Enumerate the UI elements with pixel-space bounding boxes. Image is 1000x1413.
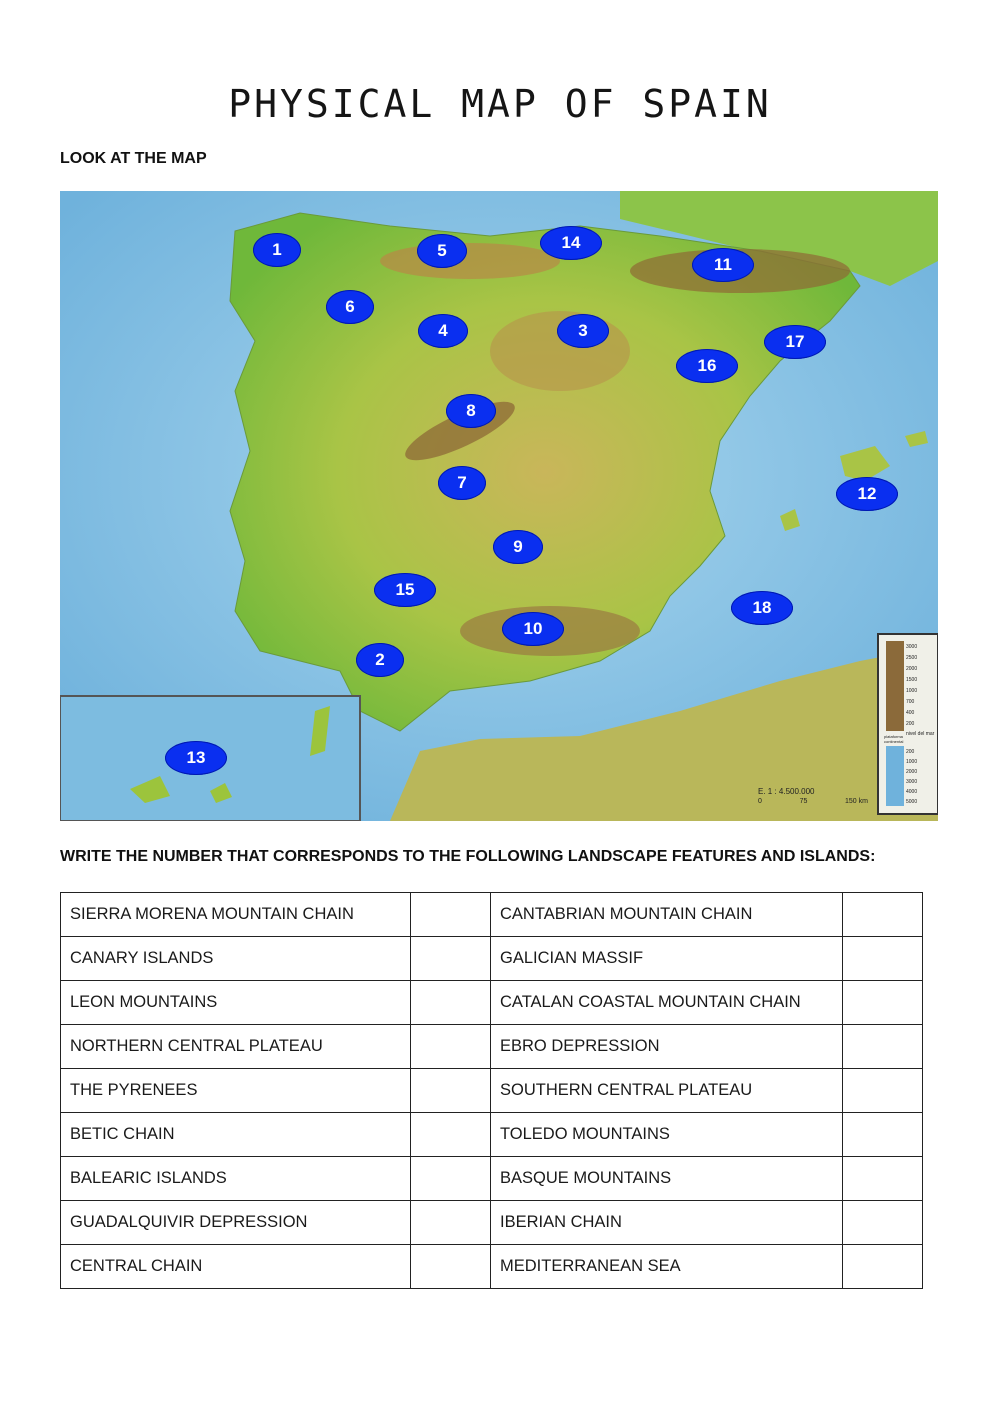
answer-cell[interactable] <box>411 1069 491 1113</box>
table-row <box>61 1069 923 1113</box>
scale-tick-0: 0 <box>758 798 762 805</box>
legend-land-7: 200 <box>906 721 915 727</box>
feature-label: SIERRA MORENA MOUNTAIN CHAIN <box>61 893 411 937</box>
legend-depth-4: 4000 <box>906 789 918 795</box>
feature-label: SOUTHERN CENTRAL PLATEAU <box>491 1069 843 1113</box>
table-instruction: WRITE THE NUMBER THAT CORRESPONDS TO THE FOLLOWING LANDSCAPE FEATURES AND ISLANDS: <box>60 848 876 865</box>
feature-label: LEON MOUNTAINS <box>61 981 411 1025</box>
feature-label: BETIC CHAIN <box>61 1113 411 1157</box>
feature-label: CENTRAL CHAIN <box>61 1245 411 1289</box>
legend-land-6: 400 <box>906 710 915 716</box>
feature-label: MEDITERRANEAN SEA <box>491 1245 843 1289</box>
table-row <box>61 1201 923 1245</box>
answer-cell[interactable] <box>411 1113 491 1157</box>
answer-cell[interactable] <box>843 1113 923 1157</box>
answer-cell[interactable] <box>411 1245 491 1289</box>
land-scale-bar <box>886 641 904 731</box>
physical-map <box>60 191 938 821</box>
table-row <box>61 893 923 937</box>
feature-label: CANTABRIAN MOUNTAIN CHAIN <box>491 893 843 937</box>
map-marker-9[interactable]: 9 <box>493 530 543 564</box>
answer-cell[interactable] <box>411 937 491 981</box>
legend-depth-3: 3000 <box>906 779 918 785</box>
map-marker-6[interactable]: 6 <box>326 290 374 324</box>
legend-depth-5: 5000 <box>906 799 918 805</box>
legend-depth-1: 1000 <box>906 759 918 765</box>
feature-label: CANARY ISLANDS <box>61 937 411 981</box>
scale-tick-1: 75 <box>799 798 808 805</box>
map-marker-11[interactable]: 11 <box>692 248 754 282</box>
map-marker-5[interactable]: 5 <box>417 234 467 268</box>
page-title: PHYSICAL MAP OF SPAIN <box>228 82 772 126</box>
feature-label: EBRO DEPRESSION <box>491 1025 843 1069</box>
legend-land-values <box>906 642 936 730</box>
table-row <box>61 1025 923 1069</box>
answer-cell[interactable] <box>411 1157 491 1201</box>
legend-shelf: plataforma continental <box>884 734 904 744</box>
legend-land-4: 1000 <box>906 688 918 694</box>
scale-ticks <box>758 798 868 805</box>
legend-sea-level: nivel del mar <box>906 731 935 737</box>
answer-cell[interactable] <box>843 1025 923 1069</box>
feature-label: BASQUE MOUNTAINS <box>491 1157 843 1201</box>
answer-cell[interactable] <box>411 893 491 937</box>
answer-cell[interactable] <box>843 981 923 1025</box>
map-artwork <box>60 191 938 821</box>
map-marker-7[interactable]: 7 <box>438 466 486 500</box>
sea-scale-bar <box>886 746 904 806</box>
map-marker-8[interactable]: 8 <box>446 394 496 428</box>
feature-label: GUADALQUIVIR DEPRESSION <box>61 1201 411 1245</box>
map-marker-2[interactable]: 2 <box>356 643 404 677</box>
scale-tick-2: 150 km <box>845 798 868 805</box>
map-marker-17[interactable]: 17 <box>764 325 826 359</box>
feature-label: TOLEDO MOUNTAINS <box>491 1113 843 1157</box>
feature-label: NORTHERN CENTRAL PLATEAU <box>61 1025 411 1069</box>
table-row <box>61 1245 923 1289</box>
answer-cell[interactable] <box>843 1069 923 1113</box>
table-row <box>61 1157 923 1201</box>
answer-cell[interactable] <box>843 1157 923 1201</box>
answer-cell[interactable] <box>843 1245 923 1289</box>
map-marker-16[interactable]: 16 <box>676 349 738 383</box>
map-marker-18[interactable]: 18 <box>731 591 793 625</box>
feature-label: CATALAN COASTAL MOUNTAIN CHAIN <box>491 981 843 1025</box>
answer-cell[interactable] <box>411 981 491 1025</box>
legend-land-0: 3000 <box>906 644 918 650</box>
map-marker-12[interactable]: 12 <box>836 477 898 511</box>
answer-cell[interactable] <box>411 1201 491 1245</box>
legend-depth-0: 200 <box>906 749 915 755</box>
feature-label: IBERIAN CHAIN <box>491 1201 843 1245</box>
map-marker-13[interactable]: 13 <box>165 741 227 775</box>
legend-sea-values <box>906 747 936 807</box>
scale-label: E. 1 : 4.500.000 <box>758 787 815 796</box>
table-row <box>61 1113 923 1157</box>
legend-depth-2: 2000 <box>906 769 918 775</box>
legend-land-3: 1500 <box>906 677 918 683</box>
map-marker-3[interactable]: 3 <box>557 314 609 348</box>
legend-land-5: 700 <box>906 699 915 705</box>
table-row <box>61 981 923 1025</box>
map-marker-4[interactable]: 4 <box>418 314 468 348</box>
map-instruction: LOOK AT THE MAP <box>60 150 207 167</box>
answer-cell[interactable] <box>411 1025 491 1069</box>
answer-cell[interactable] <box>843 893 923 937</box>
answer-cell[interactable] <box>843 1201 923 1245</box>
feature-label: THE PYRENEES <box>61 1069 411 1113</box>
legend-land-2: 2000 <box>906 666 918 672</box>
feature-label: BALEARIC ISLANDS <box>61 1157 411 1201</box>
map-marker-14[interactable]: 14 <box>540 226 602 260</box>
map-marker-10[interactable]: 10 <box>502 612 564 646</box>
answer-table <box>60 892 923 1289</box>
map-marker-15[interactable]: 15 <box>374 573 436 607</box>
cantabrian-relief <box>380 243 560 279</box>
feature-label: GALICIAN MASSIF <box>491 937 843 981</box>
answer-cell[interactable] <box>843 937 923 981</box>
map-marker-1[interactable]: 1 <box>253 233 301 267</box>
legend-land-1: 2500 <box>906 655 918 661</box>
table-row <box>61 937 923 981</box>
